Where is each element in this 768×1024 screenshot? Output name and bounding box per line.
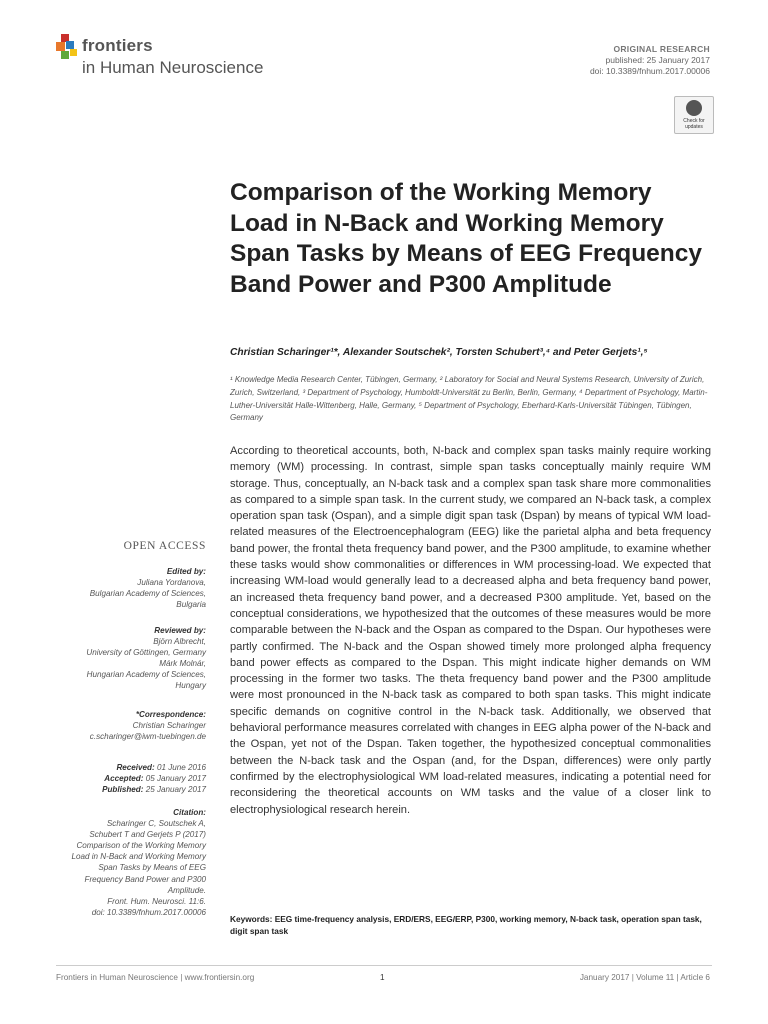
citation-line: Scharinger C, Soutschek A, [106,819,206,829]
bookmark-icon [686,100,702,116]
correspondence-name: Christian Scharinger [132,721,206,731]
editor-line: Bulgarian Academy of Sciences, [89,589,206,599]
citation-line: Frequency Band Power and P300 [84,874,206,884]
citation-label: Citation: [173,808,206,817]
journal-logo [56,34,286,82]
citation-line: Front. Hum. Neurosci. 11:6. [107,896,206,906]
correspondence-label: *Correspondence: [135,710,206,719]
citation-line[interactable]: doi: 10.3389/fnhum.2017.00006 [91,907,206,917]
reviewed-by-label: Reviewed by: [154,626,206,635]
citation-line: Span Tasks by Means of EEG [98,863,206,873]
footer-issue-info: January 2017 | Volume 11 | Article 6 [579,973,710,982]
check-for-updates-label: Check for updates [683,118,705,130]
affiliations: ¹ Knowledge Media Research Center, Tübingen, Germany, ² Laboratory for Social and Neural Systems Research, University of Zurich, Zurich, Switzerland, ³ Department of Psychology, Humboldt-Universität zu Berlin, Berlin, Germany, ⁴ Department of Psychology, Martin-Luther-Universität Halle-Wittenberg, Halle, Germany, ⁵ Department of Psychology, Eberhard-Karls-Universität Tübingen, Tübingen, Germany [230,375,708,423]
page-number: 1 [380,973,385,982]
citation-line: Amplitude. [167,885,206,895]
editor-line: Bulgaria [176,600,206,610]
abstract: According to theoretical accounts, both, N-back and complex span tasks mainly require working memory (WM) processing. In contrast, simple span tasks conceptually mainly require WM storage. Thus, conceptually, an N-back task and a complex span task share more commonalities as compared to a simple span task. In the current study, we compared an N-back task, a complex operation span task (Ospan), and a simple digit span task (Dspan) by means of typical WM load-related measures of the Electroencephalogram (EEG) like the parietal alpha and beta frequency band power, the frontal theta frequency band power, and the P300 amplitude, to examine whether these tasks would show commonalities or differences in WM processing-load. We expected that increasing WM-load would generally lead to a decreased alpha and beta frequency band power, an increased theta frequency band power, and a decreased P300 amplitude. Yet, based on the conceptual considerations, we hypothesized that the outcomes of these measures would be more comparable between the N-back and the Ospan as compared to the Dspan. Our hypotheses were partly confirmed. The N-back and the Ospan showed timely more prolonged alpha frequency band power effects as compared to the Dspan. This might indicate higher demands on WM processing in the former two tasks. The theta frequency band power and the P300 amplitude were most pronounced in the N-back task as compared to both span tasks. This might indicate specific demands on cognitive control in the N-back task. Additionally, we observed that behavioral performance measures correlated with changes in EEG alpha power of the N-back and the Ospan, yet not of the Dspan. Taken together, the hypothesized conceptual commonalities between the N-back task and the Ospan (and, for the Dspan, differences) were only partly confirmed by the electrophysiological WM load-related measures, indicating a potential need for reconsidering the theoretical accounts on WM tasks and the value of a closer link to electrophysiological research herein. [230,445,711,816]
footer-journal-link[interactable]: Frontiers in Human Neuroscience | www.frontiersin.org [56,973,255,982]
correspondence-block [36,709,206,742]
citation-line: Comparison of the Working Memory [76,841,206,851]
article-title: Comparison of the Working Memory Load in N-Back and Working Memory Span Tasks by Means of EEG Frequency Band Power and P300 Amplitude [230,179,702,298]
citation-line: Load in N-Back and Working Memory [71,852,206,862]
published-date: published: 25 January 2017 [605,55,710,65]
published-line: Published: 25 January 2017 [102,785,206,795]
reviewer-line: Björn Albrecht, [153,637,206,647]
check-for-updates-button[interactable] [674,96,714,134]
dates-block [36,762,206,795]
brand-name: frontiers [82,36,153,55]
reviewer-line: University of Göttingen, Germany [86,648,206,658]
reviewer-line: Hungary [175,681,206,691]
keywords: Keywords: EEG time-frequency analysis, ERD/ERS, EEG/ERP, P300, working memory, N-back task, operation span task, digit span task [230,914,702,936]
article-type: ORIGINAL RESEARCH [613,44,710,54]
reviewed-by-block [36,625,206,692]
received-line: Received: 01 June 2016 [116,763,206,772]
frontiers-logo-icon [56,34,80,60]
author-list: Christian Scharinger¹*, Alexander Soutschek², Torsten Schubert³,⁴ and Peter Gerjets¹,⁵ [230,347,648,358]
article-meta [590,44,710,77]
citation-line: Schubert T and Gerjets P (2017) [89,830,206,840]
editor-line: Juliana Yordanova, [137,578,206,588]
reviewer-line: Hungarian Academy of Sciences, [86,670,206,680]
journal-name: in Human Neuroscience [82,58,264,77]
article-doi[interactable]: doi: 10.3389/fnhum.2017.00006 [589,66,710,76]
footer-divider [56,965,712,966]
open-access-label: OPEN ACCESS [123,540,206,552]
edited-by-block [36,566,206,610]
correspondence-email[interactable]: c.scharinger@iwm-tuebingen.de [89,732,206,742]
reviewer-line: Márk Molnár, [159,659,206,669]
citation-block [36,807,206,918]
accepted-line: Accepted: 05 January 2017 [104,774,206,784]
edited-by-label: Edited by: [166,567,206,576]
